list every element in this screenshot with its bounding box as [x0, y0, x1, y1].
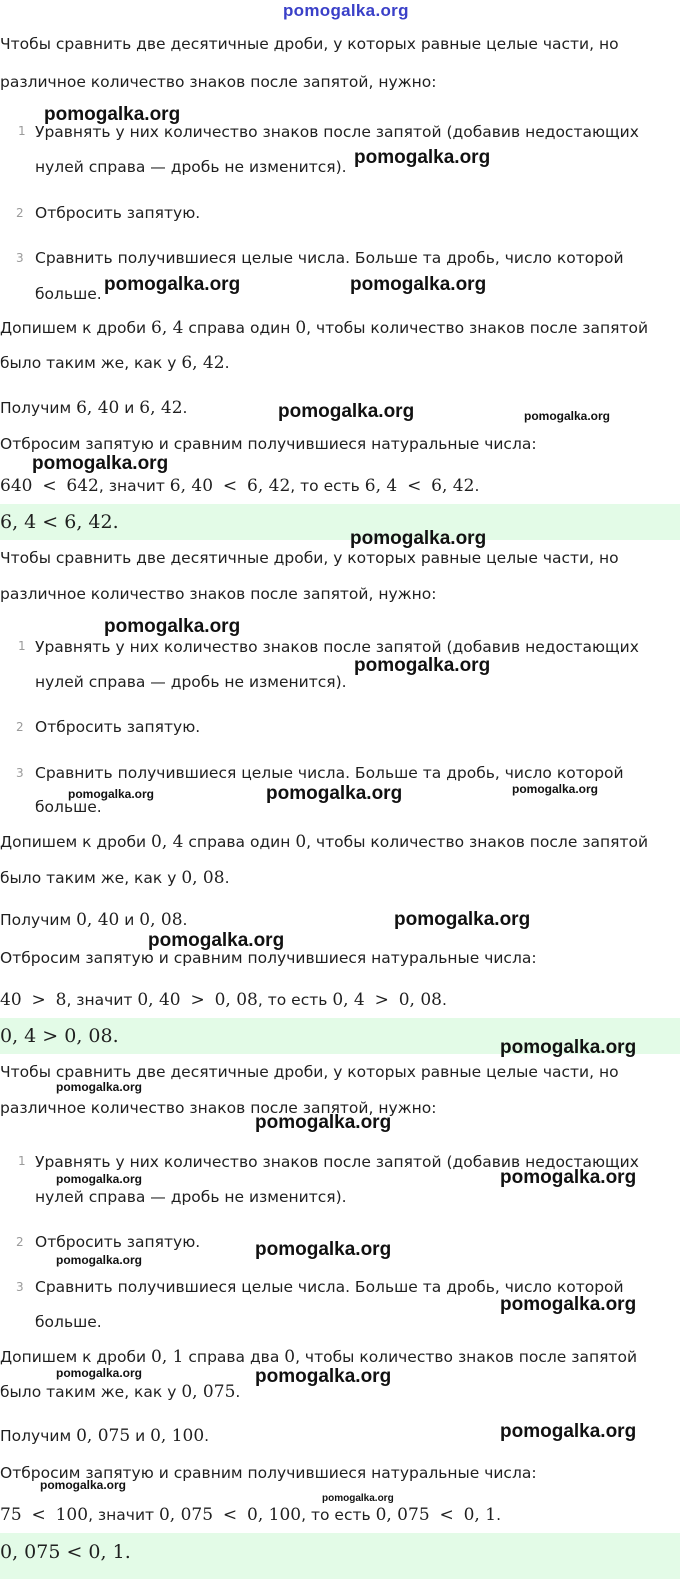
math: 0, 1 — [151, 1347, 184, 1367]
step-text: Уравнять у них количество знаков после запятой (добавив недостающих — [35, 1153, 639, 1171]
watermark: pomogalka.org — [104, 274, 241, 295]
text: . — [182, 399, 188, 417]
text: , чтобы количество знаков после запятой — [306, 319, 649, 337]
math: 0, 08 — [214, 990, 258, 1010]
math: 40 — [0, 990, 22, 1010]
watermark: pomogalka.org — [56, 1172, 143, 1186]
math: 642 — [66, 476, 99, 496]
watermark: pomogalka.org — [68, 787, 155, 801]
watermark: pomogalka.org — [56, 1366, 143, 1380]
got-line — [0, 1426, 209, 1446]
watermark: pomogalka.org — [148, 930, 285, 951]
math: 6, 4 — [151, 318, 184, 338]
text: , чтобы количество знаков после запятой — [306, 833, 649, 851]
math: 0 — [295, 832, 307, 852]
watermark: pomogalka.org — [500, 1037, 637, 1058]
answer: 6, 4 < 6, 42. — [0, 511, 119, 533]
step-text: Сравнить получившиеся целые числа. Больше та дробь, число которой — [35, 764, 624, 782]
step-text: Сравнить получившиеся целые числа. Больше та дробь, число которой — [35, 1278, 624, 1296]
watermark: pomogalka.org — [322, 1493, 394, 1504]
step-text: нулей справа — дробь не изменится). — [35, 673, 347, 691]
append-line — [0, 1347, 637, 1367]
step-text: Уравнять у них количество знаков после запятой (добавив недостающих — [35, 638, 639, 656]
step-text: Уравнять у них количество знаков после запятой (добавив недостающих — [35, 123, 639, 141]
step-number: 1 — [18, 124, 26, 138]
header-watermark: pomogalka.org — [283, 1, 409, 20]
math: 0, 40 — [76, 910, 120, 930]
math: 640 — [0, 476, 33, 496]
text: , то есть — [257, 991, 333, 1009]
step-text: нулей справа — дробь не изменится). — [35, 1188, 347, 1206]
text: было таким же, как у — [0, 1383, 182, 1401]
step-number: 2 — [16, 720, 24, 734]
math: 0, 40 — [137, 990, 181, 1010]
append-line — [0, 318, 648, 338]
math: 100 — [55, 1505, 89, 1525]
watermark: pomogalka.org — [350, 528, 487, 549]
drop-line: Отбросим запятую и сравним получившиеся натуральные числа: — [0, 435, 537, 453]
compare-line — [0, 990, 447, 1010]
watermark: pomogalka.org — [500, 1294, 637, 1315]
text: было таким же, как у — [0, 869, 182, 887]
text: . — [182, 911, 188, 929]
text: , чтобы количество знаков после запятой — [295, 1348, 638, 1366]
text: Получим — [0, 399, 77, 417]
math: 75 — [0, 1505, 22, 1525]
math: 6, 42 — [139, 398, 183, 418]
text: , значит — [98, 477, 170, 495]
math: 0, 08 — [139, 910, 183, 930]
text: . — [224, 354, 230, 372]
text: справа два — [183, 1348, 285, 1366]
step-number: 2 — [16, 1235, 24, 1249]
step-number: 3 — [16, 251, 24, 265]
step-text: Отбросить запятую. — [35, 204, 201, 222]
watermark: pomogalka.org — [44, 104, 181, 125]
text: . — [224, 869, 230, 887]
math: < — [222, 1505, 238, 1525]
watermark: pomogalka.org — [56, 1253, 143, 1267]
text: . — [235, 1383, 241, 1401]
watermark: pomogalka.org — [56, 1080, 143, 1094]
intro-line-2: различное количество знаков после запятой, нужно: — [0, 1099, 437, 1117]
math: 6, 40 — [76, 398, 120, 418]
math: 0, 1 — [463, 1505, 497, 1525]
math: 0 — [295, 318, 307, 338]
append-line-2 — [0, 868, 230, 888]
watermark: pomogalka.org — [500, 1167, 637, 1188]
math: 0 — [284, 1347, 296, 1367]
math: 6, 42 — [181, 353, 225, 373]
step-text: больше. — [35, 285, 102, 303]
intro-line-1: Чтобы сравнить две десятичные дроби, у которых равные целые части, но — [0, 1063, 619, 1081]
got-line — [0, 398, 187, 418]
text: , то есть — [301, 1506, 376, 1524]
compare-line — [0, 476, 479, 496]
append-line — [0, 832, 648, 852]
watermark: pomogalka.org — [255, 1239, 392, 1260]
math: 0, 4 — [151, 832, 184, 852]
step-number: 3 — [16, 766, 24, 780]
math: 0, 08 — [398, 990, 442, 1010]
step-number: 3 — [16, 1280, 24, 1294]
step-text: больше. — [35, 798, 102, 816]
watermark: pomogalka.org — [104, 616, 241, 637]
drop-line: Отбросим запятую и сравним получившиеся натуральные числа: — [0, 1464, 537, 1482]
append-line-2 — [0, 353, 230, 373]
text: . — [496, 1506, 501, 1524]
answer: 0, 075 < 0, 1. — [0, 1541, 131, 1563]
step-text: Сравнить получившиеся целые числа. Больше та дробь, число которой — [35, 249, 624, 267]
math: > — [190, 990, 205, 1010]
math: 0, 08 — [181, 868, 225, 888]
text: было таким же, как у — [0, 354, 182, 372]
intro-line-2: различное количество знаков после запятой, нужно: — [0, 73, 437, 91]
text: Допишем к дроби — [0, 319, 152, 337]
math: 0, 100 — [150, 1426, 205, 1446]
math: 6, 4 — [364, 476, 398, 496]
step-number: 1 — [18, 1154, 26, 1168]
watermark: pomogalka.org — [524, 409, 611, 423]
text: и — [119, 399, 140, 417]
text: , то есть — [290, 477, 365, 495]
text: Получим — [0, 1427, 77, 1445]
text: Допишем к дроби — [0, 833, 152, 851]
text: . — [442, 991, 447, 1009]
answer: 0, 4 > 0, 08. — [0, 1025, 119, 1047]
watermark: pomogalka.org — [512, 782, 599, 796]
append-line-2 — [0, 1382, 240, 1402]
math: 6, 42 — [431, 476, 475, 496]
watermark: pomogalka.org — [32, 453, 169, 474]
math: 0, 100 — [247, 1505, 302, 1525]
math: 0, 075 — [158, 1505, 214, 1525]
watermark: pomogalka.org — [40, 1478, 127, 1492]
step-number: 1 — [18, 639, 26, 653]
math: > — [31, 990, 46, 1010]
intro-line-1: Чтобы сравнить две десятичные дроби, у которых равные целые части, но — [0, 549, 619, 567]
text: Получим — [0, 911, 77, 929]
step-text: Отбросить запятую. — [35, 718, 201, 736]
text: . — [474, 477, 480, 495]
watermark: pomogalka.org — [255, 1366, 392, 1387]
math: 6, 40 — [169, 476, 214, 496]
text: справа один — [183, 319, 296, 337]
math: < — [222, 476, 238, 496]
watermark: pomogalka.org — [500, 1421, 637, 1442]
math: < — [31, 1505, 46, 1525]
watermark: pomogalka.org — [278, 401, 415, 422]
math: 0, 4 — [332, 990, 365, 1010]
math: < — [439, 1505, 454, 1525]
watermark: pomogalka.org — [350, 274, 487, 295]
text: и — [130, 1427, 151, 1445]
text: и — [119, 911, 140, 929]
intro-line-2: различное количество знаков после запятой, нужно: — [0, 585, 437, 603]
compare-line — [0, 1505, 501, 1525]
step-text: Отбросить запятую. — [35, 1233, 201, 1251]
math: 8 — [55, 990, 67, 1010]
math: 6, 42 — [247, 476, 291, 496]
step-text: нулей справа — дробь не изменится). — [35, 158, 347, 176]
text: , значит — [66, 991, 138, 1009]
watermark: pomogalka.org — [394, 909, 531, 930]
text: . — [204, 1427, 210, 1445]
step-text: больше. — [35, 1313, 102, 1331]
watermark: pomogalka.org — [266, 783, 403, 804]
text: , значит — [88, 1506, 159, 1524]
drop-line: Отбросим запятую и сравним получившиеся натуральные числа: — [0, 949, 537, 967]
watermark: pomogalka.org — [255, 1112, 392, 1133]
math: < — [42, 476, 57, 496]
watermark: pomogalka.org — [354, 655, 491, 676]
text: Допишем к дроби — [0, 1348, 152, 1366]
got-line — [0, 910, 187, 930]
math: 0, 075 — [375, 1505, 430, 1525]
step-number: 2 — [16, 206, 24, 220]
text: справа один — [183, 833, 296, 851]
watermark: pomogalka.org — [354, 147, 491, 168]
math: > — [374, 990, 389, 1010]
math: < — [407, 476, 422, 496]
math: 0, 075 — [181, 1382, 236, 1402]
intro-line-1: Чтобы сравнить две десятичные дроби, у которых равные целые части, но — [0, 35, 619, 53]
math: 0, 075 — [76, 1426, 131, 1446]
